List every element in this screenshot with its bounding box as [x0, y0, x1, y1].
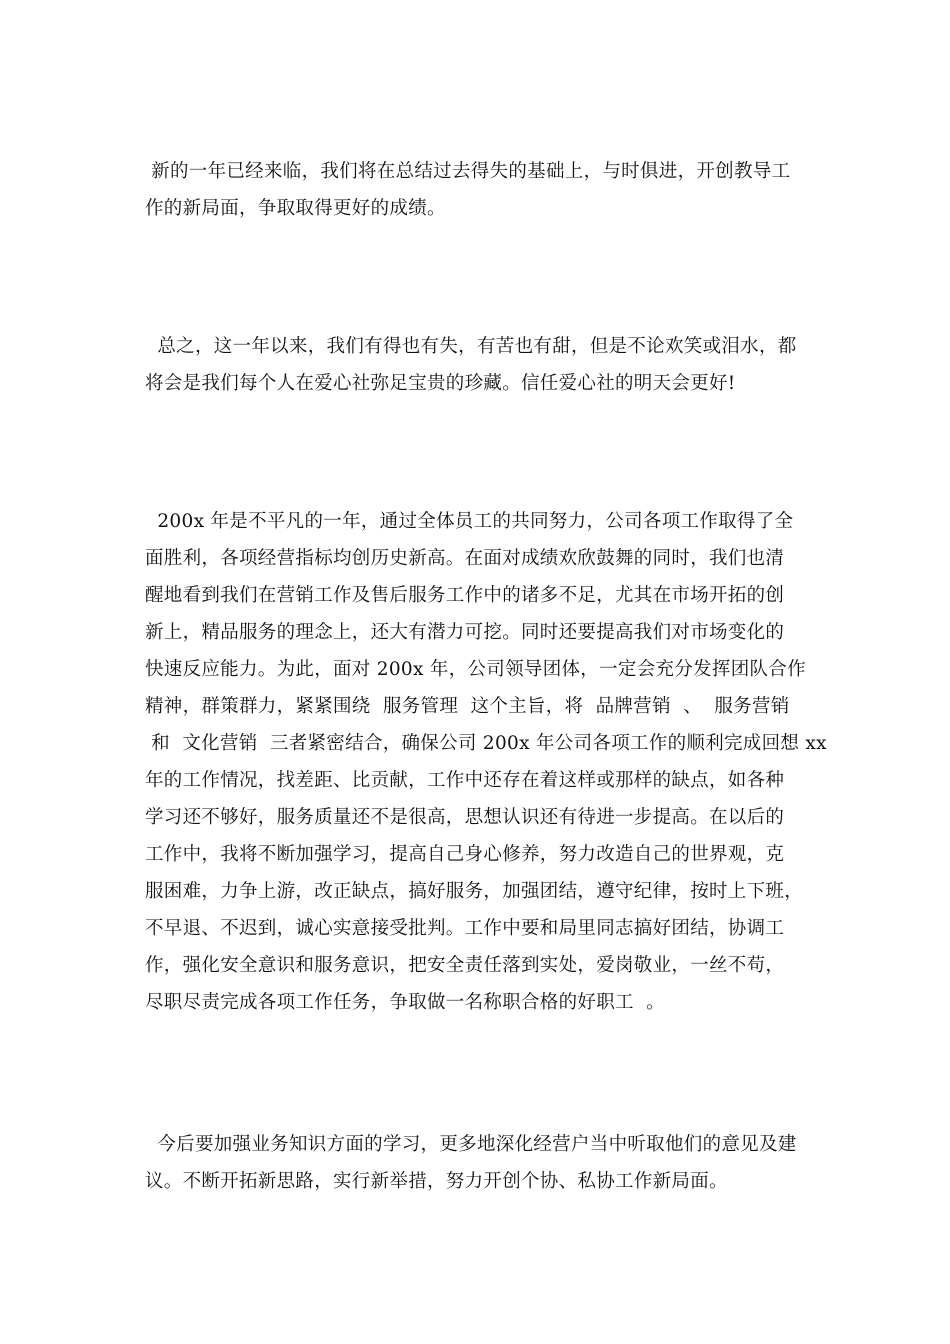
text-line: 作的新局面，争取取得更好的成绩。 — [145, 198, 446, 219]
text-line: 今后要加强业务知识方面的学习，更多地深化经营户当中听取他们的意见及建 — [145, 1134, 797, 1155]
text-line: 尽职尽责完成各项工作任务，争取做一名称职合格的好职工 。 — [145, 992, 665, 1013]
text-line: 作，强化安全意识和服务意识，把安全责任落到实处，爱岗敬业，一丝不苟， — [145, 955, 785, 976]
text-line: 新的一年已经来临，我们将在总结过去得失的基础上，与时俱进，开创教导工 — [145, 161, 791, 182]
text-line: 议。不断开拓新思路，实行新举措，努力开创个协、私协工作新局面。 — [145, 1171, 728, 1192]
text-line: 新上，精品服务的理念上，还大有潜力可挖。同时还要提高我们对市场变化的 — [145, 622, 785, 643]
paragraph-new-year — [145, 153, 810, 227]
paragraph-annual-review — [145, 503, 827, 1021]
text-line: 服困难，力争上游，改正缺点，搞好服务，加强团结，遵守纪律，按时上下班， — [145, 881, 804, 902]
text-line: 快速反应能力。为此，面对 200x 年，公司领导团体，一定会充分发挥团队合作 — [145, 659, 806, 680]
text-line: 200x 年是不平凡的一年，通过全体员工的共同努力，公司各项工作取得了全 — [145, 511, 794, 532]
text-line: 和 文化营销 三者紧密结合，确保公司 200x 年公司各项工作的顺利完成回想 xx — [145, 733, 827, 754]
text-line: 年的工作情况，找差距、比贡献，工作中还存在着这样或那样的缺点，如各种 — [145, 770, 785, 791]
text-line: 总之，这一年以来，我们有得也有失，有苦也有甜，但是不论欢笑或泪水，都 — [145, 336, 797, 357]
text-line: 精神，群策群力，紧紧围绕 服务管理 这个主旨，将 品牌营销 、 服务营销 — [145, 696, 790, 717]
text-line: 工作中，我将不断加强学习，提高自己身心修养，努力改造自己的世界观，克 — [145, 844, 785, 865]
text-line: 将会是我们每个人在爱心社弥足宝贵的珍藏。信任爱心社的明天会更好! — [145, 373, 736, 394]
paragraph-summary — [145, 328, 810, 402]
paragraph-future-plans — [145, 1126, 810, 1200]
text-line: 醒地看到我们在营销工作及售后服务工作中的诸多不足，尤其在市场开拓的创 — [145, 585, 785, 606]
text-line: 面胜利，各项经营指标均创历史新高。在面对成绩欢欣鼓舞的同时，我们也清 — [145, 548, 785, 569]
text-line: 不早退、不迟到，诚心实意接受批判。工作中要和局里同志搞好团结，协调工 — [145, 918, 785, 939]
text-line: 学习还不够好，服务质量还不是很高，思想认识还有待进一步提高。在以后的 — [145, 807, 785, 828]
